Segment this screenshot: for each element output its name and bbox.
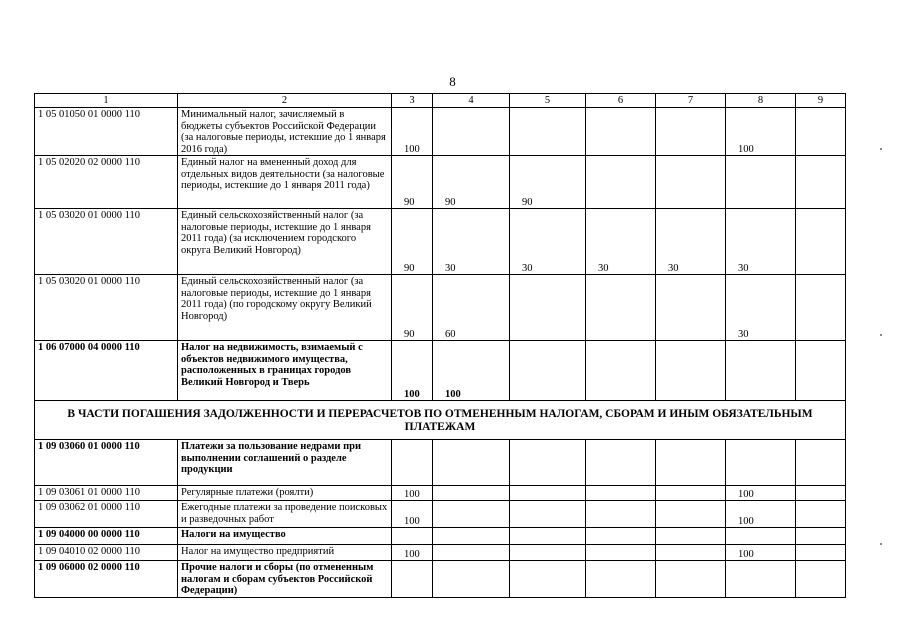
value-col-7: [656, 440, 726, 486]
table-row: [35, 440, 846, 486]
table-row: [35, 156, 846, 209]
value-col-5: 30: [510, 209, 586, 275]
table-row: [35, 275, 846, 341]
revenue-name: Прочие налоги и сборы (по отмененным налогам и сборам субъектов Российской Федерации): [178, 561, 392, 598]
revenue-name: Налог на имущество предприятий: [178, 545, 392, 561]
table-row: [35, 501, 846, 528]
value-col-9: [796, 561, 846, 598]
column-header: 9: [796, 94, 846, 108]
column-header: 5: [510, 94, 586, 108]
value-col-9: [796, 486, 846, 501]
value-col-6: [586, 108, 656, 156]
revenue-name: Налоги на имущество: [178, 528, 392, 545]
value-col-8: [726, 528, 796, 545]
table-row: [35, 561, 846, 598]
kbk-code: 1 05 02020 02 0000 110: [35, 156, 178, 209]
value-col-4: [433, 486, 510, 501]
value-col-8: [726, 341, 796, 401]
value-col-3: 100: [392, 108, 433, 156]
value-col-5: 90: [510, 156, 586, 209]
table-row: [35, 341, 846, 401]
value-col-7: [656, 545, 726, 561]
kbk-code: 1 09 03062 01 0000 110: [35, 501, 178, 528]
value-col-5: [510, 275, 586, 341]
table-row: [35, 545, 846, 561]
revenue-name: Ежегодные платежи за проведение поисковых и разведочных работ: [178, 501, 392, 528]
column-number-row: [35, 94, 846, 108]
value-col-4: [433, 108, 510, 156]
value-col-7: [656, 501, 726, 528]
value-col-8: 30: [726, 209, 796, 275]
value-col-6: [586, 486, 656, 501]
value-col-7: [656, 341, 726, 401]
value-col-5: [510, 440, 586, 486]
value-col-4: 100: [433, 341, 510, 401]
revenue-name: Платежи за пользование недрами при выполнении соглашений о разделе продукции: [178, 440, 392, 486]
value-col-9: [796, 440, 846, 486]
column-header: 4: [433, 94, 510, 108]
value-col-5: [510, 486, 586, 501]
value-col-8: 100: [726, 545, 796, 561]
value-col-3: 90: [392, 209, 433, 275]
value-col-9: [796, 528, 846, 545]
value-col-7: [656, 486, 726, 501]
value-col-8: [726, 440, 796, 486]
value-col-6: [586, 440, 656, 486]
kbk-code: 1 09 04000 00 0000 110: [35, 528, 178, 545]
value-col-6: [586, 156, 656, 209]
page-number: 8: [449, 74, 456, 89]
value-col-4: [433, 501, 510, 528]
column-header: 1: [35, 94, 178, 108]
table-row: [35, 108, 846, 156]
scan-speck: [880, 148, 882, 150]
scan-speck: [880, 334, 882, 336]
column-header: 3: [392, 94, 433, 108]
value-col-7: [656, 108, 726, 156]
value-col-8: 100: [726, 108, 796, 156]
value-col-8: [726, 561, 796, 598]
revenue-name: Единый сельскохозяйственный налог (за налоговые периоды, истекшие до 1 января 2011 года) (по городскому округу Великий Новгород): [178, 275, 392, 341]
value-col-3: 100: [392, 341, 433, 401]
column-header: 6: [586, 94, 656, 108]
value-col-3: 90: [392, 156, 433, 209]
revenue-name: Единый сельскохозяйственный налог (за налоговые периоды, истекшие до 1 января 2011 года) (за исключением городского округа Великий Новгород): [178, 209, 392, 275]
value-col-3: [392, 440, 433, 486]
value-col-7: [656, 561, 726, 598]
column-header: 2: [178, 94, 392, 108]
table-row: [35, 528, 846, 545]
revenue-name: Налог на недвижимость, взимаемый с объектов недвижимого имущества, расположенных в границах городов Великий Новгород и Тверь: [178, 341, 392, 401]
value-col-3: 100: [392, 545, 433, 561]
value-col-3: [392, 561, 433, 598]
kbk-code: 1 09 06000 02 0000 110: [35, 561, 178, 598]
value-col-4: [433, 440, 510, 486]
kbk-code: 1 09 03061 01 0000 110: [35, 486, 178, 501]
value-col-9: [796, 209, 846, 275]
value-col-5: [510, 545, 586, 561]
value-col-9: [796, 108, 846, 156]
value-col-9: [796, 501, 846, 528]
value-col-5: [510, 108, 586, 156]
value-col-6: [586, 561, 656, 598]
kbk-code: 1 09 03060 01 0000 110: [35, 440, 178, 486]
revenue-name: Единый налог на вмененный доход для отдельных видов деятельности (за налоговые периоды, истекшие до 1 января 2011 года): [178, 156, 392, 209]
value-col-3: 90: [392, 275, 433, 341]
value-col-4: 30: [433, 209, 510, 275]
revenue-name: Регулярные платежи (роялти): [178, 486, 392, 501]
value-col-6: 30: [586, 209, 656, 275]
table-row: [35, 486, 846, 501]
value-col-9: [796, 156, 846, 209]
value-col-4: 60: [433, 275, 510, 341]
value-col-5: [510, 501, 586, 528]
value-col-6: [586, 341, 656, 401]
value-col-6: [586, 545, 656, 561]
section-heading: В ЧАСТИ ПОГАШЕНИЯ ЗАДОЛЖЕННОСТИ И ПЕРЕРАСЧЕТОВ ПО ОТМЕНЕННЫМ НАЛОГАМ, СБОРАМ И ИНЫМ ОБЯЗАТЕЛЬНЫМ ПЛАТЕЖАМ: [35, 401, 846, 440]
value-col-3: 100: [392, 501, 433, 528]
value-col-4: 90: [433, 156, 510, 209]
value-col-7: [656, 528, 726, 545]
value-col-5: [510, 341, 586, 401]
value-col-3: 100: [392, 486, 433, 501]
kbk-code: 1 05 01050 01 0000 110: [35, 108, 178, 156]
value-col-6: [586, 275, 656, 341]
kbk-code: 1 05 03020 01 0000 110: [35, 209, 178, 275]
value-col-3: [392, 528, 433, 545]
kbk-code: 1 09 04010 02 0000 110: [35, 545, 178, 561]
value-col-9: [796, 275, 846, 341]
value-col-7: [656, 156, 726, 209]
value-col-6: [586, 528, 656, 545]
scan-speck: [880, 543, 882, 545]
section-heading-row: [35, 401, 846, 440]
value-col-4: [433, 561, 510, 598]
table-row: [35, 209, 846, 275]
value-col-8: 100: [726, 486, 796, 501]
value-col-4: [433, 545, 510, 561]
value-col-5: [510, 528, 586, 545]
value-col-8: 30: [726, 275, 796, 341]
value-col-9: [796, 341, 846, 401]
kbk-code: 1 05 03020 01 0000 110: [35, 275, 178, 341]
column-header: 7: [656, 94, 726, 108]
kbk-code: 1 06 07000 04 0000 110: [35, 341, 178, 401]
value-col-9: [796, 545, 846, 561]
value-col-8: 100: [726, 501, 796, 528]
column-header: 8: [726, 94, 796, 108]
revenue-name: Минимальный налог, зачисляемый в бюджеты субъектов Российской Федерации (за налоговые периоды, истекшие до 1 января 2016 года): [178, 108, 392, 156]
value-col-5: [510, 561, 586, 598]
value-col-7: [656, 275, 726, 341]
value-col-7: 30: [656, 209, 726, 275]
value-col-8: [726, 156, 796, 209]
value-col-4: [433, 528, 510, 545]
value-col-6: [586, 501, 656, 528]
tax-distribution-table: [34, 93, 846, 598]
